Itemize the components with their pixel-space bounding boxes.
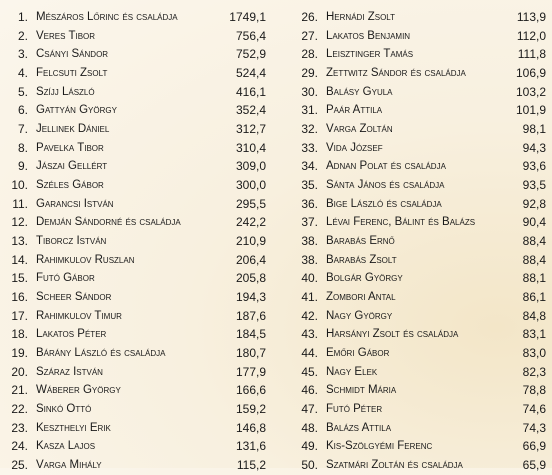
ranking-value: 94,3	[522, 140, 546, 155]
ranking-position: 17.	[11, 308, 28, 323]
ranking-name: Keszthelyi Erik	[36, 421, 111, 434]
ranking-value: 112,0	[516, 28, 546, 43]
ranking-value: 146,8	[235, 420, 266, 435]
ranking-row	[296, 139, 546, 158]
ranking-position: 8.	[17, 140, 28, 155]
ranking-name: Rahimkulov Ruszlan	[36, 253, 135, 266]
ranking-value: 312,7	[235, 122, 266, 137]
ranking-value: 524,4	[235, 66, 266, 81]
ranking-row	[296, 83, 546, 102]
ranking-value: 300,0	[235, 178, 266, 193]
ranking-value: 295,5	[235, 196, 266, 211]
ranking-value: 78,8	[522, 383, 546, 398]
ranking-position: 22.	[11, 402, 28, 417]
ranking-row	[6, 101, 266, 120]
ranking-row	[296, 419, 546, 438]
ranking-position: 34.	[301, 159, 318, 174]
ranking-value: 184,5	[235, 327, 266, 342]
ranking-row	[6, 325, 266, 344]
ranking-name: Száraz István	[36, 365, 103, 378]
ranking-name: Felcsuti Zsolt	[36, 67, 108, 80]
ranking-value: 210,9	[235, 234, 266, 249]
ranking-value: 177,9	[235, 364, 266, 379]
ranking-value: 187,6	[235, 308, 266, 323]
ranking-row	[6, 437, 266, 456]
ranking-name: Lévai Ferenc, Bálint és Balázs	[326, 216, 476, 229]
ranking-row	[296, 400, 546, 419]
ranking-position: 18.	[11, 327, 28, 342]
ranking-name: Leisztinger Tamás	[326, 48, 414, 61]
ranking-name: Scheer Sándor	[36, 291, 112, 304]
ranking-value: 74,3	[522, 420, 546, 435]
ranking-name: Csányi Sándor	[36, 48, 109, 61]
ranking-value: 242,2	[235, 215, 266, 230]
ranking-row	[6, 83, 266, 102]
ranking-position: 29.	[301, 66, 318, 81]
ranking-position: 5.	[17, 84, 28, 99]
ranking-position: 19.	[11, 346, 28, 361]
ranking-name: Schmidt Mária	[326, 384, 397, 397]
ranking-name: Demján Sándorné és családja	[36, 216, 181, 229]
ranking-name: Emőri Gábor	[326, 347, 390, 360]
ranking-value: 82,3	[522, 364, 546, 379]
ranking-name: Zombori Antal	[326, 291, 396, 304]
ranking-row	[6, 400, 266, 419]
ranking-column-right	[296, 8, 546, 475]
ranking-value: 752,9	[235, 47, 266, 62]
ranking-row	[296, 232, 546, 251]
ranking-row	[296, 437, 546, 456]
ranking-row	[296, 456, 546, 475]
ranking-value: 131,6	[235, 439, 266, 454]
ranking-row	[6, 139, 266, 158]
ranking-row	[296, 120, 546, 139]
ranking-name: Balásy Gyula	[326, 85, 393, 98]
ranking-name: Hernádi Zsolt	[326, 11, 396, 23]
ranking-value: 205,8	[235, 271, 266, 286]
ranking-position: 30.	[301, 84, 318, 99]
ranking-row	[296, 344, 546, 363]
ranking-row	[6, 27, 266, 46]
ranking-value: 101,9	[515, 103, 546, 118]
ranking-name: Futó Péter	[326, 403, 383, 416]
ranking-position: 33.	[301, 140, 318, 155]
ranking-row	[296, 8, 546, 27]
ranking-position: 38.	[301, 252, 318, 267]
ranking-value: 194,3	[235, 290, 266, 305]
ranking-position: 26.	[301, 10, 318, 24]
ranking-position: 37.	[301, 215, 318, 230]
ranking-value: 352,4	[235, 103, 266, 118]
ranking-position: 10.	[11, 178, 28, 193]
ranking-position: 49.	[301, 439, 318, 454]
ranking-name: Veres Tibor	[36, 29, 96, 42]
ranking-position: 24.	[11, 439, 28, 454]
ranking-position: 40.	[301, 271, 318, 286]
ranking-row	[296, 363, 546, 382]
ranking-name: Kasza Lajos	[36, 440, 96, 453]
ranking-position: 44.	[301, 346, 318, 361]
ranking-row	[6, 344, 266, 363]
ranking-row	[6, 269, 266, 288]
ranking-name: Barabás Zsolt	[326, 253, 397, 266]
ranking-row	[6, 288, 266, 307]
ranking-name: Széles Gábor	[36, 179, 104, 192]
ranking-position: 3.	[17, 47, 28, 62]
ranking-name: Jászai Gellért	[36, 160, 108, 173]
ranking-name: Nagy Elek	[326, 365, 378, 378]
ranking-value: 88,4	[522, 252, 546, 267]
ranking-name: Varga Zoltán	[326, 123, 393, 136]
ranking-name: Futó Gábor	[36, 272, 95, 285]
ranking-position: 46.	[301, 383, 318, 398]
ranking-row	[296, 176, 546, 195]
ranking-row	[296, 325, 546, 344]
ranking-value: 180,7	[235, 346, 266, 361]
ranking-row	[296, 213, 546, 232]
ranking-name: Zettwitz Sándor és családja	[326, 67, 466, 80]
ranking-value: 115,2	[236, 458, 266, 473]
ranking-row	[296, 64, 546, 83]
ranking-name: Garancsi István	[36, 197, 114, 210]
ranking-value: 103,2	[515, 84, 546, 99]
ranking-position: 31.	[301, 103, 318, 118]
ranking-value: 84,8	[522, 308, 546, 323]
ranking-value: 159,2	[235, 402, 266, 417]
ranking-value: 756,4	[235, 28, 266, 43]
ranking-position: 48.	[301, 420, 318, 435]
ranking-position: 12.	[11, 215, 28, 230]
ranking-row	[6, 232, 266, 251]
ranking-position: 27.	[301, 28, 318, 43]
ranking-name: Barabás Ernő	[326, 235, 395, 248]
ranking-value: 65,9	[522, 458, 546, 473]
ranking-position: 15.	[11, 271, 28, 286]
ranking-position: 13.	[11, 234, 28, 249]
ranking-row	[296, 381, 546, 400]
ranking-value: 74,6	[522, 402, 546, 417]
ranking-name: Wáberer György	[36, 384, 121, 397]
ranking-name: Harsányi Zsolt és családja	[326, 328, 459, 341]
ranking-value: 86,1	[522, 290, 546, 305]
ranking-position: 1.	[17, 10, 28, 24]
ranking-value: 90,4	[522, 215, 546, 230]
ranking-name: Tiborcz István	[36, 235, 107, 248]
ranking-value: 106,9	[515, 66, 546, 81]
ranking-position: 41.	[301, 290, 318, 305]
ranking-position: 23.	[11, 420, 28, 435]
ranking-row	[296, 307, 546, 326]
ranking-row	[6, 307, 266, 326]
ranking-position: 36.	[301, 196, 318, 211]
ranking-position: 16.	[11, 290, 28, 305]
ranking-position: 9.	[17, 159, 28, 174]
ranking-value: 113,9	[516, 10, 546, 24]
ranking-position: 2.	[17, 28, 28, 43]
ranking-name: Bige László és családja	[326, 197, 442, 210]
ranking-row	[6, 456, 266, 475]
ranking-position: 6.	[17, 103, 28, 118]
ranking-name: Lakatos Benjamin	[326, 29, 411, 42]
ranking-row	[6, 251, 266, 270]
ranking-value: 206,4	[235, 252, 266, 267]
ranking-name: Adnan Polat és családja	[326, 160, 446, 173]
ranking-name: Balázs Attila	[326, 421, 392, 434]
ranking-value: 111,8	[517, 47, 546, 62]
ranking-row	[296, 269, 546, 288]
ranking-value: 310,4	[235, 140, 266, 155]
ranking-name: Lakatos Péter	[36, 328, 107, 341]
ranking-value: 93,5	[522, 178, 546, 193]
ranking-name: Bolgár György	[326, 272, 403, 285]
ranking-position: 38.	[301, 234, 318, 249]
ranking-value: 83,0	[522, 346, 546, 361]
ranking-position: 45.	[301, 364, 318, 379]
ranking-name: Sinkó Ottó	[36, 403, 92, 416]
ranking-position: 20.	[11, 364, 28, 379]
ranking-position: 11.	[12, 196, 28, 211]
ranking-value: 93,6	[522, 159, 546, 174]
ranking-value: 92,8	[522, 196, 546, 211]
ranking-row	[6, 363, 266, 382]
ranking-row	[6, 195, 266, 214]
ranking-row	[6, 213, 266, 232]
ranking-name: Pavelka Tibor	[36, 141, 104, 154]
ranking-position: 32.	[301, 122, 318, 137]
ranking-name: Bárány László és családja	[36, 347, 166, 360]
ranking-row	[296, 45, 546, 64]
ranking-position: 28.	[301, 47, 318, 62]
ranking-name: Szíjj László	[36, 85, 95, 98]
ranking-name: Sánta János és családja	[326, 179, 445, 192]
ranking-position: 7.	[17, 122, 28, 137]
ranking-position: 47.	[301, 402, 318, 417]
ranking-row	[296, 251, 546, 270]
ranking-position: 50.	[301, 458, 318, 473]
ranking-position: 4.	[17, 66, 28, 81]
ranking-name: Rahimkulov Timur	[36, 309, 122, 322]
ranking-row	[296, 195, 546, 214]
ranking-value: 83,1	[522, 327, 546, 342]
ranking-position: 25.	[11, 458, 28, 473]
ranking-row	[296, 157, 546, 176]
ranking-row	[296, 101, 546, 120]
ranking-position: 35.	[301, 178, 318, 193]
ranking-row	[296, 27, 546, 46]
ranking-row	[6, 8, 266, 27]
ranking-row	[6, 120, 266, 139]
ranking-value: 88,1	[522, 271, 546, 286]
ranking-value: 66,9	[522, 439, 546, 454]
ranking-position: 21.	[11, 383, 28, 398]
ranking-name: Nagy György	[326, 309, 393, 322]
ranking-value: 166,6	[235, 383, 266, 398]
ranking-value: 416,1	[235, 84, 266, 99]
ranking-name: Vida József	[326, 141, 383, 154]
ranking-value: 88,4	[522, 234, 546, 249]
ranking-name: Mészáros Lőrinc és családja	[36, 11, 178, 23]
ranking-value: 1749,1	[229, 10, 266, 24]
ranking-name: Varga Mihály	[36, 459, 102, 472]
ranking-name: Kis-Szölgyémi Ferenc	[326, 440, 433, 453]
ranking-name: Paár Attila	[326, 104, 383, 117]
ranking-row	[6, 419, 266, 438]
ranking-name: Jellinek Dániel	[36, 123, 110, 136]
ranking-position: 14.	[11, 252, 28, 267]
ranking-row	[6, 45, 266, 64]
ranking-column-left	[6, 8, 266, 475]
ranking-row	[6, 176, 266, 195]
ranking-row	[6, 381, 266, 400]
ranking-value: 309,0	[235, 159, 266, 174]
ranking-row	[6, 157, 266, 176]
ranking-row	[6, 64, 266, 83]
ranking-name: Szatmári Zoltán és családja	[326, 459, 463, 472]
ranking-name: Gattyán György	[36, 104, 117, 117]
ranking-row	[296, 288, 546, 307]
ranking-position: 43.	[301, 327, 318, 342]
ranking-value: 98,1	[522, 122, 546, 137]
ranking-position: 42.	[301, 308, 318, 323]
